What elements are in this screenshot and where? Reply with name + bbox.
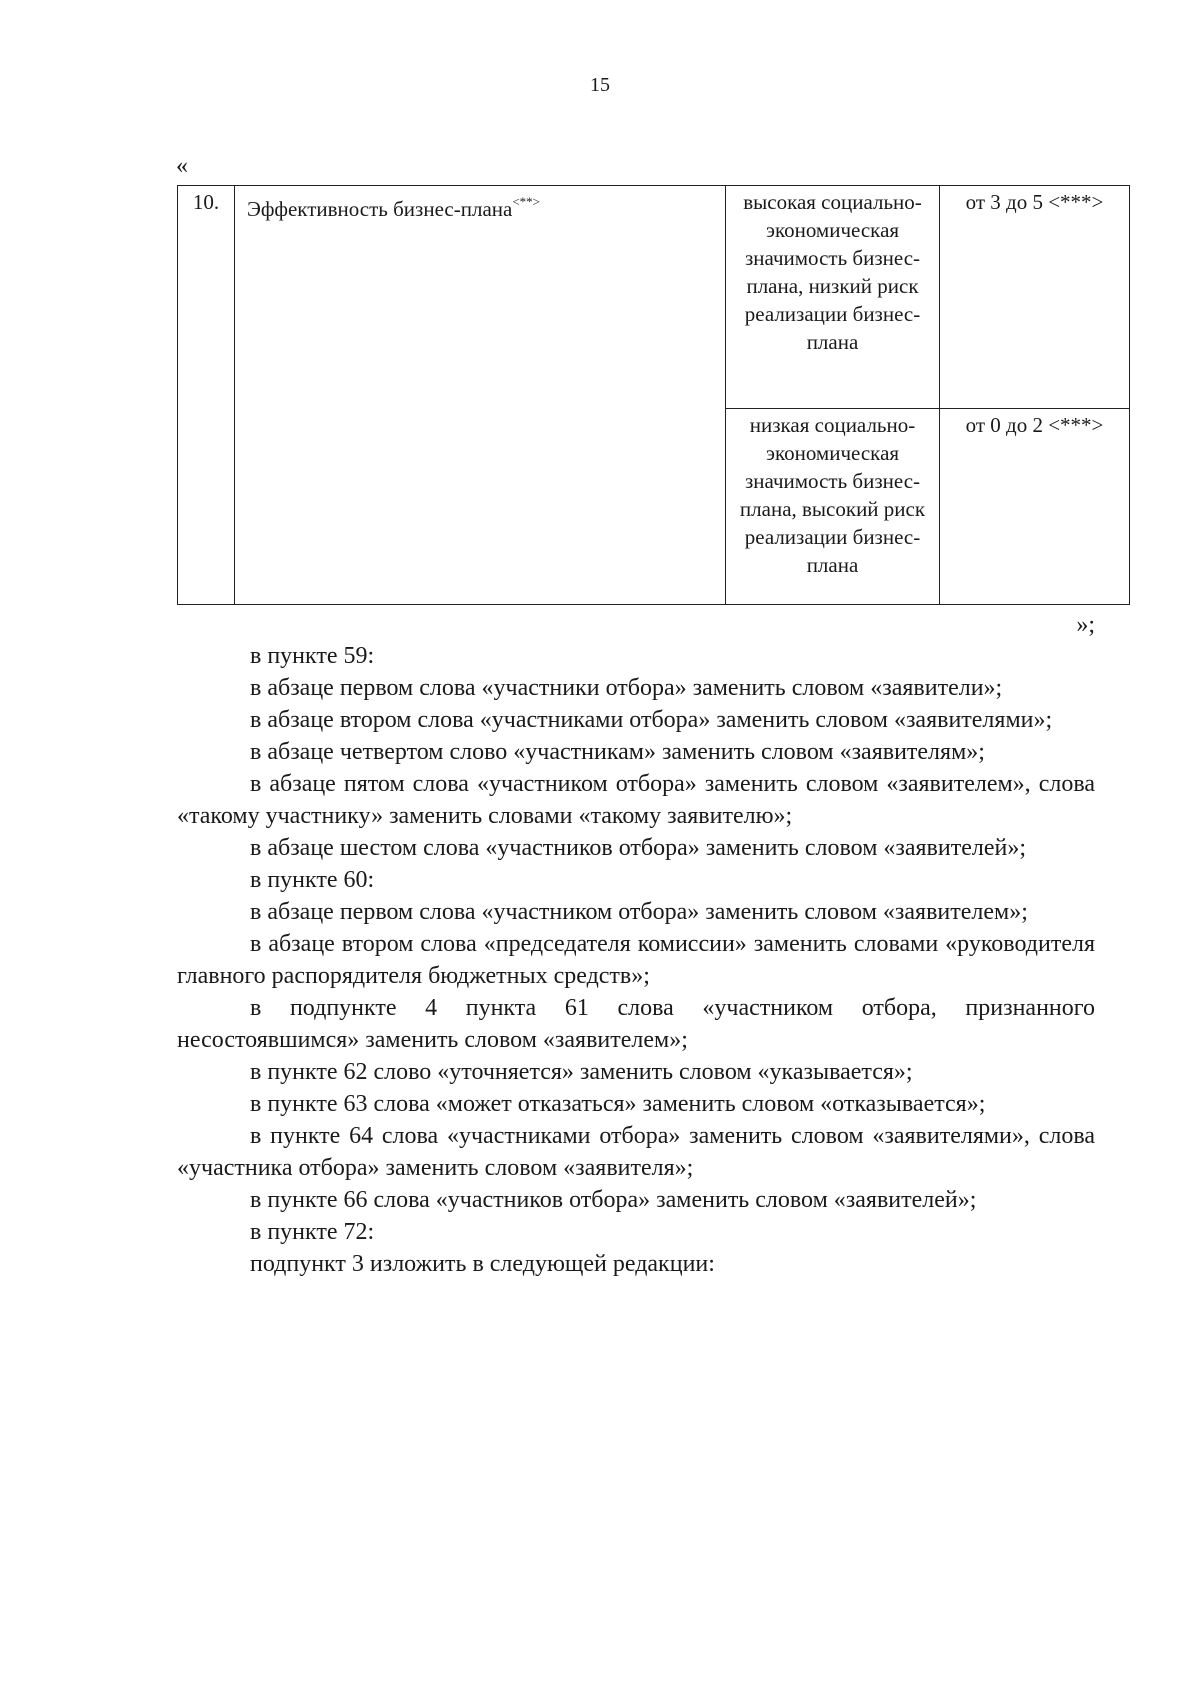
option-score: от 3 до 5 <***> bbox=[965, 190, 1104, 214]
option-description: высокая социально-экономическая значимость бизнес-плана, низкий риск реализации бизнес-плана bbox=[743, 190, 922, 354]
option-score: от 0 до 2 <***> bbox=[965, 413, 1104, 437]
amendment-text bbox=[177, 640, 1095, 1280]
paragraph: в абзаце шестом слова «участников отбора» заменить словом «заявителей»; bbox=[250, 835, 1027, 861]
criteria-table bbox=[177, 185, 1130, 605]
table-row bbox=[178, 186, 1130, 409]
criterion-footnote-mark: <**> bbox=[512, 194, 541, 209]
paragraph: в пункте 60: bbox=[250, 867, 375, 893]
paragraph: в абзаце пятом слова «участником отбора» заменить словом «заявителем», слова «такому участнику» заменить словами «такому заявителю»; bbox=[177, 771, 1095, 829]
row-number: 10. bbox=[192, 190, 220, 214]
paragraph: в абзаце первом слова «участником отбора» заменить словом «заявителем»; bbox=[250, 899, 1028, 925]
paragraph: подпункт 3 изложить в следующей редакции: bbox=[250, 1251, 715, 1277]
criterion-name bbox=[247, 186, 725, 223]
paragraph: в пункте 64 слова «участниками отбора» заменить словом «заявителями», слова «участника отбора» заменить словом «заявителя»; bbox=[177, 1123, 1095, 1181]
paragraph: в пункте 62 слово «уточняется» заменить словом «указывается»; bbox=[250, 1059, 913, 1085]
paragraph: в пункте 63 слова «может отказаться» заменить словом «отказывается»; bbox=[250, 1091, 986, 1117]
row-number-cell bbox=[178, 186, 235, 605]
paragraph: в абзаце четвертом слово «участникам» заменить словом «заявителям»; bbox=[250, 739, 985, 765]
option-score-cell bbox=[940, 409, 1130, 605]
paragraph: в пункте 66 слова «участников отбора» заменить словом «заявителей»; bbox=[250, 1187, 977, 1213]
option-score-cell bbox=[940, 186, 1130, 409]
paragraph: в пункте 59: bbox=[250, 643, 375, 669]
paragraph: в абзаце втором слова «участниками отбора» заменить словом «заявителями»; bbox=[250, 707, 1053, 733]
paragraph: в абзаце первом слова «участники отбора» заменить словом «заявители»; bbox=[250, 675, 1003, 701]
option-description-cell bbox=[726, 186, 940, 409]
paragraph: в пункте 72: bbox=[250, 1219, 375, 1245]
close-quote: »; bbox=[1076, 612, 1095, 638]
criterion-name-text: Эффективность бизнес-плана bbox=[247, 197, 513, 221]
criterion-name-cell bbox=[235, 186, 726, 605]
option-description: низкая социально-экономическая значимость бизнес-плана, высокий риск реализации бизнес-плана bbox=[739, 413, 926, 577]
option-description-cell bbox=[726, 409, 940, 605]
open-quote: « bbox=[176, 153, 188, 179]
paragraph: в абзаце втором слова «председателя комиссии» заменить словами «руководителя главного распорядителя бюджетных средств»; bbox=[177, 931, 1095, 989]
page-number: 15 bbox=[590, 74, 610, 96]
paragraph: в подпункте 4 пункта 61 слова «участником отбора, признанного несостоявшимся» заменить словом «заявителем»; bbox=[177, 995, 1095, 1053]
